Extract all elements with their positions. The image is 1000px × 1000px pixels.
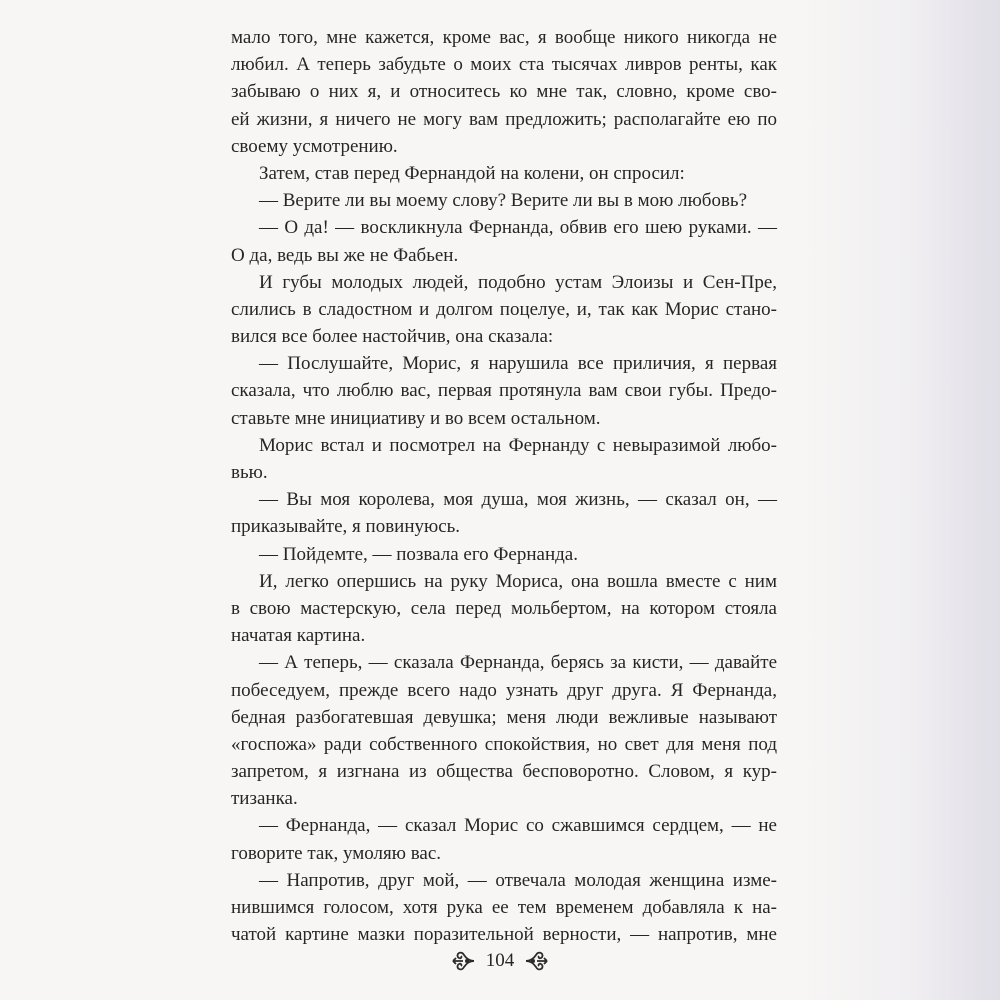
page-footer	[0, 946, 1000, 976]
fleuron-left-icon	[450, 950, 476, 972]
text-line: побеседуем, прежде всего надо узнать друг друга. Я Фернанда,	[231, 679, 777, 701]
text-line: — Верите ли вы моему слову? Верите ли вы в мою любовь?	[259, 190, 748, 212]
text-line: — Фернанда, — сказал Морис со сжавшимся сердцем, — не	[259, 815, 777, 837]
text-line: нившимся голосом, хотя рука ее тем временем добавляла к на-	[231, 897, 777, 918]
page-number: 104	[485, 950, 515, 971]
text-line: И, легко опершись на руку Мориса, она вошла вместе с ним	[259, 570, 777, 592]
body-text	[231, 24, 777, 948]
text-line: О да, ведь вы же не Фабьен.	[231, 244, 459, 266]
fleuron-right-icon	[524, 950, 550, 972]
text-line: — Вы моя королева, моя душа, моя жизнь, — сказал он, —	[259, 489, 777, 511]
text-line: забываю о них я, и относитесь ко мне так, словно, кроме сво-	[231, 81, 777, 103]
text-line: запретом, я изгнана из общества бесповоротно. Словом, я кур-	[231, 761, 777, 783]
text-line: слились в сладостном и долгом поцелуе, и, так как Морис стано-	[231, 298, 777, 320]
text-line: вился все более настойчив, она сказала:	[231, 326, 554, 348]
text-line: — О да! — воскликнула Фернанда, обвив его шею руками. —	[259, 217, 777, 239]
text-line: ставьте мне инициативу и во всем остальном.	[231, 407, 601, 429]
text-line: И губы молодых людей, подобно устам Элоизы и Сен-Пре,	[259, 271, 777, 293]
text-line: сказала, что люблю вас, первая протянула вам свои губы. Предо-	[231, 380, 777, 402]
text-line: любил. А теперь забудьте о моих ста тысячах ливров ренты, как	[231, 54, 777, 76]
text-line: приказывайте, я повинуюсь.	[231, 516, 461, 538]
text-line: тизанка.	[231, 788, 298, 810]
text-line: говорите так, умоляю вас.	[231, 842, 442, 864]
text-line: чатой картине мазки поразительной верности, — напротив, мне	[231, 924, 777, 946]
text-line: своему усмотрению.	[231, 135, 398, 157]
text-line: — Напротив, друг мой, — отвечала молодая женщина изме-	[259, 869, 777, 891]
text-line: вью.	[231, 462, 268, 483]
text-line: ей жизни, я ничего не могу вам предложить; располагайте ею по	[231, 108, 777, 130]
page-gutter-shadow	[800, 0, 1000, 1000]
text-line: бедная разбогатевшая девушка; меня люди вежливые называют	[231, 706, 777, 728]
text-line: — Послушайте, Морис, я нарушила все приличия, я первая	[259, 353, 777, 375]
text-line: в свою мастерскую, села перед мольбертом, на котором стояла	[231, 597, 777, 619]
text-line: начатая картина.	[231, 625, 366, 647]
text-line: — Пойдемте, — позвала его Фернанда.	[259, 543, 578, 565]
text-line: Затем, став перед Фернандой на колени, он спросил:	[259, 162, 685, 184]
text-line: мало того, мне кажется, кроме вас, я вообще никого никогда не	[231, 27, 777, 48]
text-line: «госпожа» ради собственного спокойствия, но свет для меня под	[231, 733, 777, 755]
text-line: Морис встал и посмотрел на Фернанду с невыразимой любо-	[259, 434, 777, 456]
text-line: — А теперь, — сказала Фернанда, берясь за кисти, — давайте	[259, 652, 777, 674]
